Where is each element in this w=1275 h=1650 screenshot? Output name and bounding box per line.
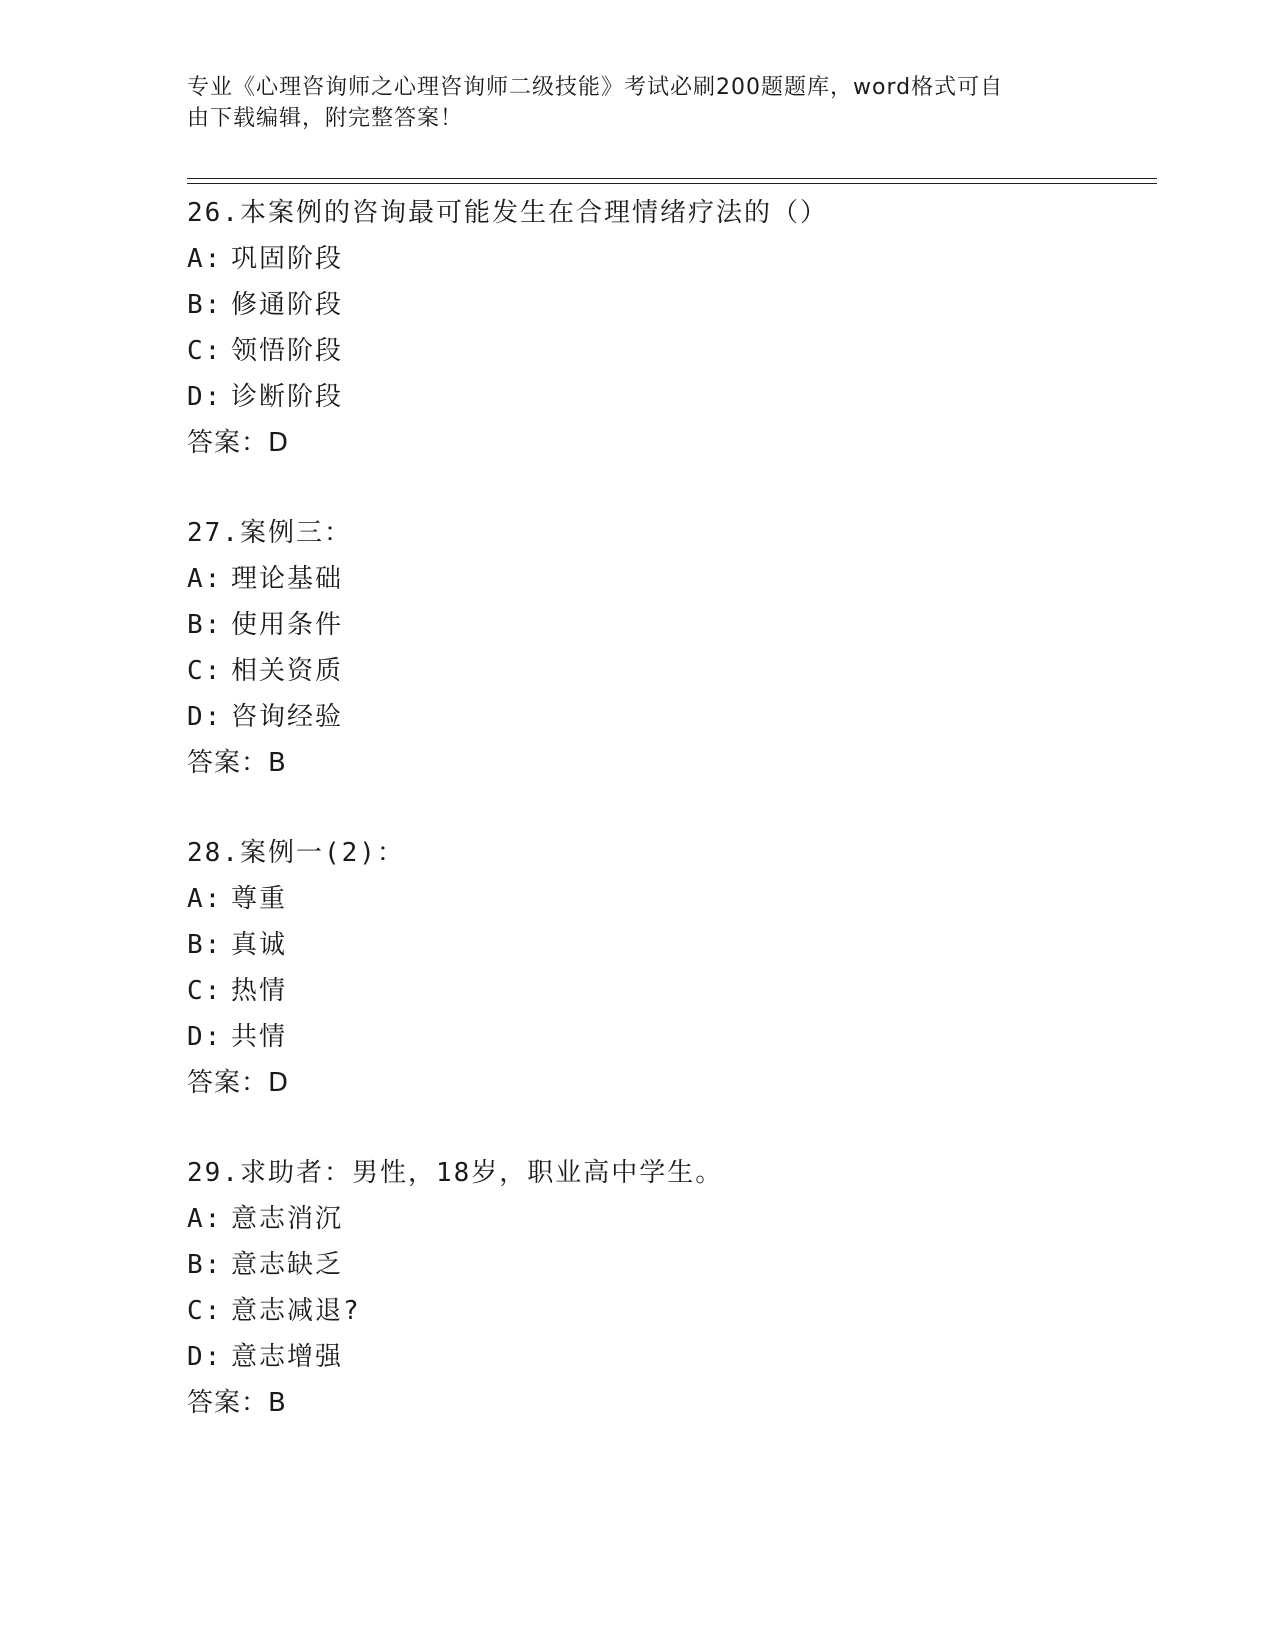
question-stem: 27.案例三： — [187, 518, 352, 548]
document-header — [187, 72, 1067, 134]
option-text: 使用条件 — [231, 610, 344, 640]
option-key: B: — [187, 290, 223, 320]
option-c — [187, 968, 1157, 1014]
option-text: 理论基础 — [231, 564, 344, 594]
option-text: 真诚 — [231, 930, 288, 960]
option-text: 共情 — [231, 1022, 288, 1052]
option-key: D: — [187, 702, 223, 732]
option-key: A: — [187, 244, 223, 274]
option-b — [187, 1242, 1157, 1288]
option-c — [187, 648, 1157, 694]
option-key: C: — [187, 976, 223, 1006]
question-stem: 29.求助者：男性，18岁，职业高中学生。 — [187, 1158, 724, 1188]
option-text: 相关资质 — [231, 656, 344, 686]
option-b — [187, 282, 1157, 328]
option-key: C: — [187, 656, 223, 686]
header-divider-top — [187, 178, 1157, 179]
option-text: 诊断阶段 — [231, 382, 344, 412]
question-stem: 26.本案例的咨询最可能发生在合理情绪疗法的（） — [187, 198, 828, 228]
question-stem: 28.案例一(2)： — [187, 838, 405, 868]
option-text: 热情 — [231, 976, 288, 1006]
option-key: A: — [187, 884, 223, 914]
header-line-2: 由下载编辑，附完整答案！ — [187, 106, 464, 131]
option-d — [187, 374, 1157, 420]
option-key: A: — [187, 564, 223, 594]
question-item — [187, 830, 1157, 1106]
option-key: D: — [187, 1342, 223, 1372]
question-list — [187, 190, 1157, 1470]
option-c — [187, 328, 1157, 374]
header-divider-bottom — [187, 183, 1157, 184]
question-item — [187, 1150, 1157, 1426]
option-key: D: — [187, 1022, 223, 1052]
option-text: 意志缺乏 — [231, 1250, 344, 1280]
question-item — [187, 190, 1157, 466]
option-text: 意志消沉 — [231, 1204, 344, 1234]
option-a — [187, 236, 1157, 282]
option-text: 意志增强 — [231, 1342, 344, 1372]
option-d — [187, 1014, 1157, 1060]
option-d — [187, 1334, 1157, 1380]
option-key: D: — [187, 382, 223, 412]
option-text: 修通阶段 — [231, 290, 344, 320]
header-line-1: 专业《心理咨询师之心理咨询师二级技能》考试必刷200题题库，word格式可自 — [187, 75, 1004, 100]
option-b — [187, 922, 1157, 968]
question-item — [187, 510, 1157, 786]
option-key: A: — [187, 1204, 223, 1234]
option-a — [187, 556, 1157, 602]
option-d — [187, 694, 1157, 740]
option-key: B: — [187, 1250, 223, 1280]
option-c — [187, 1288, 1157, 1334]
answer-line: 答案：B — [187, 748, 287, 778]
option-text: 巩固阶段 — [231, 244, 344, 274]
option-text: 咨询经验 — [231, 702, 344, 732]
option-text: 尊重 — [231, 884, 288, 914]
option-key: C: — [187, 336, 223, 366]
option-a — [187, 876, 1157, 922]
answer-line: 答案：D — [187, 1068, 290, 1098]
option-text: 领悟阶段 — [231, 336, 344, 366]
option-key: B: — [187, 930, 223, 960]
answer-line: 答案：D — [187, 428, 290, 458]
option-b — [187, 602, 1157, 648]
answer-line: 答案：B — [187, 1388, 287, 1418]
option-text: 意志减退? — [231, 1296, 361, 1326]
option-key: B: — [187, 610, 223, 640]
option-a — [187, 1196, 1157, 1242]
option-key: C: — [187, 1296, 223, 1326]
